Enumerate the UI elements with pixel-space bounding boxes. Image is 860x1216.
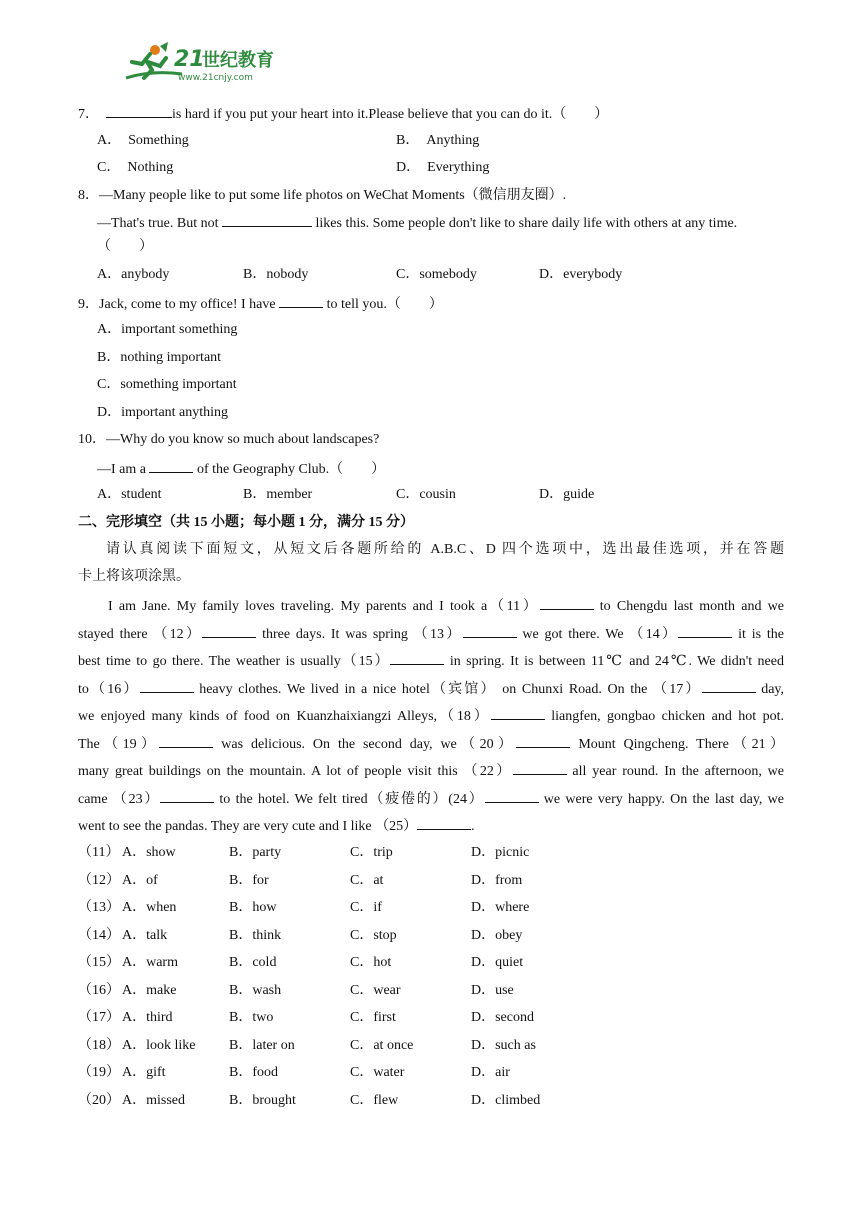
cloze-question-number: （15） (78, 955, 120, 970)
passage-text: we got there. We （14） (516, 626, 679, 642)
passage-line (78, 651, 784, 671)
passage-line (78, 816, 784, 836)
passage-text: stayed there （12） (78, 626, 203, 642)
passage-text: three days. It was spring （13） (256, 626, 463, 642)
cloze-option-b[interactable]: B．food (229, 1065, 278, 1080)
question-10-stem: 10．—Why do you know so much about landscapes? (78, 432, 380, 447)
passage-text: to（16） (78, 681, 140, 697)
svg-text:www.21cnjy.com: www.21cnjy.com (178, 73, 253, 83)
cloze-question-number: （13） (78, 900, 120, 915)
passage-text: in spring. It is between 11℃ and 24℃. We didn't need (444, 654, 784, 669)
passage-text: Mount Qingcheng. There（21） (570, 736, 784, 752)
q10-option-a[interactable]: A．student (97, 487, 162, 502)
answer-blank[interactable] (540, 596, 594, 610)
cloze-option-a[interactable]: A．warm (122, 955, 178, 970)
passage-text: to the hotel. We felt tired（疲倦的）(24） (214, 791, 485, 807)
cloze-question-number: （11） (78, 845, 120, 860)
q10-option-c[interactable]: C．cousin (396, 487, 456, 502)
cloze-option-b[interactable]: B．cold (229, 955, 277, 970)
answer-blank[interactable] (513, 761, 567, 775)
cloze-question-number: （12） (78, 872, 120, 888)
cloze-option-d[interactable]: D．picnic (471, 845, 530, 860)
answer-blank[interactable] (678, 624, 732, 638)
cloze-option-c[interactable]: C．water (350, 1065, 405, 1080)
q7-option-c[interactable]: C． Nothing (97, 160, 174, 175)
question-9-stem: 9．Jack, come to my office! I have to tell you.（ ） (78, 294, 443, 314)
cloze-option-d[interactable]: D．from (471, 872, 523, 888)
q7-option-d[interactable]: D． Everything (396, 160, 490, 175)
passage-text: many great buildings on the mountain. A lot of people visit this （22） (78, 764, 513, 779)
cloze-option-b[interactable]: B．brought (229, 1092, 296, 1108)
answer-blank[interactable] (160, 789, 214, 803)
q9-option-c[interactable]: C．something important (97, 377, 237, 392)
answer-blank[interactable] (159, 734, 213, 748)
passage-line (78, 624, 784, 644)
passage-line (78, 761, 784, 781)
passage-text: The（19） (78, 736, 160, 752)
cloze-option-b[interactable]: B．party (229, 845, 282, 860)
cloze-question-number: （18） (78, 1037, 120, 1053)
cloze-option-d[interactable]: D．air (471, 1065, 510, 1080)
answer-blank[interactable] (702, 679, 756, 693)
cloze-option-d[interactable]: D．obey (471, 927, 523, 943)
passage-text: I am Jane. My family loves traveling. My parents and I took a（11） (108, 599, 540, 614)
q9-option-d[interactable]: D．important anything (97, 405, 229, 420)
cloze-option-a[interactable]: A．make (122, 982, 177, 998)
passage-text: was delicious. On the second day, we（20） (213, 736, 517, 752)
passage-line (108, 596, 784, 616)
cloze-option-b[interactable]: B．think (229, 927, 282, 943)
cloze-question-number: （16） (78, 982, 120, 998)
cloze-option-d[interactable]: D．quiet (471, 955, 524, 970)
q9-option-a[interactable]: A．important something (97, 322, 238, 337)
cloze-question-number: （17） (78, 1010, 120, 1025)
answer-blank[interactable] (106, 104, 172, 118)
svg-text:世纪教育: 世纪教育 (202, 50, 274, 71)
cloze-option-d[interactable]: D．use (471, 982, 514, 998)
cloze-option-a[interactable]: A．when (122, 900, 177, 915)
question-8-stem: 8．—Many people like to put some life photos on WeChat Moments（微信朋友圈）. (78, 188, 567, 203)
q7-option-a[interactable]: A． Something (97, 133, 189, 148)
q8-option-d[interactable]: D．everybody (539, 267, 623, 282)
question-8-reply: —That's true. But not likes this. Some people don't like to share daily life with others at any time. (97, 213, 737, 233)
cloze-question-number: （19） (78, 1065, 120, 1080)
answer-blank[interactable] (491, 706, 545, 720)
cloze-option-c[interactable]: C．stop (350, 927, 397, 943)
cloze-question-number: （14） (78, 927, 120, 943)
cloze-option-a[interactable]: A．missed (122, 1092, 185, 1108)
q9-option-b[interactable]: B．nothing important (97, 350, 222, 365)
answer-blank[interactable] (149, 459, 193, 473)
cloze-option-b[interactable]: B．two (229, 1010, 274, 1025)
passage-text: we enjoyed many kinds of food on Kuanzhaixiangzi Alleys,（18） (78, 709, 491, 724)
q10-option-d[interactable]: D．guide (539, 487, 595, 502)
passage-text: went to see the pandas. They are very cute and I like （25） (78, 819, 418, 834)
cloze-option-d[interactable]: D．such as (471, 1037, 536, 1053)
answer-blank[interactable] (390, 651, 444, 665)
passage-line (78, 734, 784, 754)
passage-line (78, 706, 784, 726)
cloze-option-c[interactable]: C．flew (350, 1092, 399, 1108)
section-heading: 二、完形填空（共 15 小题；每小题 1 分，满分 15 分） (78, 515, 414, 530)
answer-blank[interactable] (485, 789, 539, 803)
q10-option-b[interactable]: B．member (243, 487, 313, 502)
section-instructions-line1: 请认真阅读下面短文，从短文后各题所给的 A.B.C、D 四个选项中，选出最佳选项，并在答题 (106, 542, 784, 557)
q8-answer-bracket: （ ） (97, 239, 153, 254)
q7-option-b[interactable]: B． Anything (396, 133, 480, 148)
section-instructions-line2: 卡上将该项涂黑。 (78, 569, 190, 584)
cloze-option-b[interactable]: B．wash (229, 982, 282, 998)
question-7-stem: 7． is hard if you put your heart into it.Please believe that you can do it.（ ） (78, 104, 608, 124)
cloze-option-a[interactable]: A．of (122, 872, 158, 888)
answer-blank[interactable] (516, 734, 570, 748)
passage-line (78, 679, 784, 699)
question-10-reply: —I am a of the Geography Club.（ ） (97, 459, 385, 479)
cloze-option-d[interactable]: D．where (471, 900, 530, 915)
site-logo (122, 40, 292, 86)
cloze-option-b[interactable]: B．later on (229, 1037, 295, 1053)
answer-blank[interactable] (463, 624, 517, 638)
cloze-option-d[interactable]: D．second (471, 1010, 534, 1025)
svg-text:21: 21 (174, 47, 205, 72)
answer-blank[interactable] (140, 679, 194, 693)
cloze-option-c[interactable]: C．at once (350, 1037, 414, 1053)
cloze-option-c[interactable]: C．first (350, 1010, 396, 1025)
q8-option-b[interactable]: B．nobody (243, 267, 309, 282)
cloze-option-c[interactable]: C．wear (350, 982, 401, 998)
q8-option-c[interactable]: C．somebody (396, 267, 477, 282)
passage-text: day, (755, 681, 784, 697)
passage-text: to Chengdu last month and we (593, 599, 785, 614)
cloze-option-c[interactable]: C．at (350, 872, 384, 888)
passage-text: heavy clothes. We lived in a nice hotel（宾馆） on Chunxi Road. On the （17） (193, 681, 702, 697)
cloze-option-a[interactable]: A．look like (122, 1037, 196, 1053)
q8-option-a[interactable]: A．anybody (97, 267, 170, 282)
passage-text: it is the (732, 626, 785, 642)
passage-text: came （23） (78, 791, 161, 807)
passage-text: all year round. In the afternoon, we (566, 764, 784, 779)
passage-line (78, 789, 784, 809)
cloze-option-c[interactable]: C．trip (350, 845, 393, 860)
cloze-option-a[interactable]: A．gift (122, 1065, 166, 1080)
cloze-option-c[interactable]: C．hot (350, 955, 392, 970)
cloze-option-a[interactable]: A．talk (122, 927, 168, 943)
cloze-option-d[interactable]: D．climbed (471, 1092, 541, 1108)
answer-blank[interactable] (222, 213, 312, 227)
passage-text: liangfen, gongbao chicken and hot pot. (544, 709, 784, 724)
cloze-option-b[interactable]: B．how (229, 900, 277, 915)
passage-text: we were very happy. On the last day, we (538, 791, 785, 807)
answer-blank[interactable] (202, 624, 256, 638)
passage-text: . (471, 819, 475, 834)
cloze-option-a[interactable]: A．show (122, 845, 176, 860)
cloze-option-c[interactable]: C．if (350, 900, 382, 915)
passage-text: best time to go there. The weather is usually（15） (78, 654, 391, 669)
cloze-option-a[interactable]: A．third (122, 1010, 173, 1025)
cloze-option-b[interactable]: B．for (229, 872, 269, 888)
answer-blank[interactable] (279, 294, 323, 308)
cloze-question-number: （20） (78, 1092, 120, 1108)
answer-blank[interactable] (417, 816, 471, 830)
